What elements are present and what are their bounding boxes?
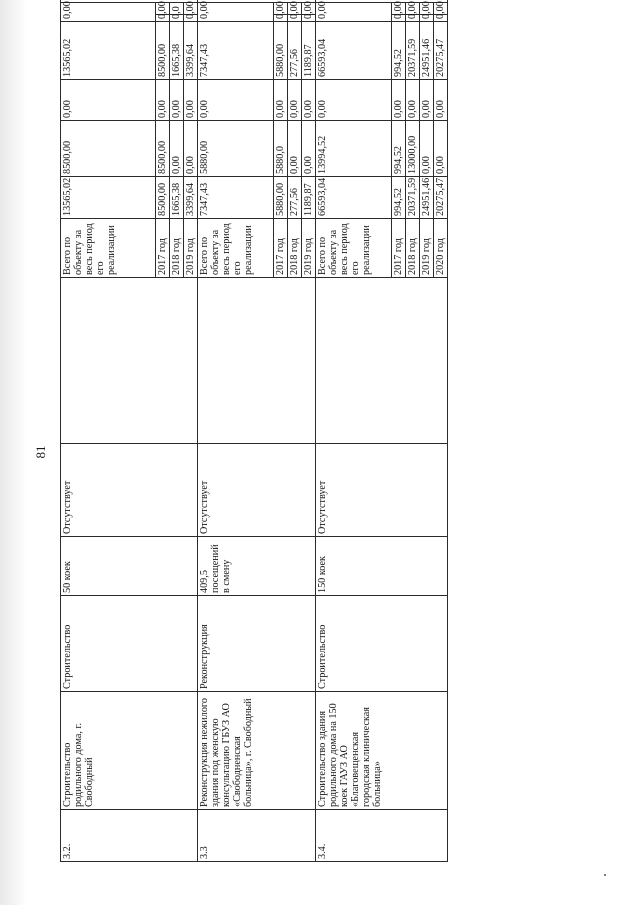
total-value: 0,00 <box>61 2 156 21</box>
year-value: 0,00 <box>170 80 184 121</box>
year-value: 277,56 <box>288 22 302 80</box>
year-label: 2019 год <box>420 219 434 278</box>
year-value: 5880,00 <box>274 22 288 80</box>
total-value: 0,00 <box>198 2 274 21</box>
empty-cell <box>316 278 448 444</box>
year-value: 0,00 <box>406 15 420 22</box>
year-value: 0,00 <box>434 121 448 177</box>
year-value: 0,00 <box>434 15 448 22</box>
year-value: 5880,0 <box>274 121 288 177</box>
year-value: 20275,47 <box>434 22 448 80</box>
year-value: 5880,00 <box>274 177 288 219</box>
row-number: 3.3 <box>198 810 316 862</box>
total-value: 66593,04 <box>316 177 392 219</box>
year-value: 0,00 <box>184 121 198 177</box>
capacity: 150 коек <box>316 537 448 596</box>
object-name: Строительство родильного дома, г. Свободный <box>61 692 198 810</box>
year-value: 0,00 <box>288 121 302 177</box>
year-value: 0,0 <box>170 15 184 22</box>
year-value: 24951,46 <box>420 177 434 219</box>
year-value: 277,56 <box>288 177 302 219</box>
period-label: Всего по объекту за весь период его реализации <box>198 219 274 278</box>
year-value: 0,00 <box>184 80 198 121</box>
row-number: 3.4. <box>316 810 448 862</box>
year-value: 1189,87 <box>302 22 316 80</box>
year-value: 0,00 <box>288 80 302 121</box>
year-value: 0,00 <box>420 15 434 22</box>
year-value: 0,00 <box>392 80 406 121</box>
empty-cell <box>198 278 316 444</box>
empty-cell <box>61 278 198 444</box>
year-value: 994,52 <box>392 22 406 80</box>
year-value: 0,00 <box>184 15 198 22</box>
year-value: 20275,47 <box>434 177 448 219</box>
year-value: 0,00 <box>302 15 316 22</box>
year-value: 1665,38 <box>170 177 184 219</box>
year-value: 994,52 <box>392 177 406 219</box>
year-label: 2018 год <box>288 219 302 278</box>
year-label: 2017 год <box>156 219 170 278</box>
total-value: 8500,00 <box>61 121 156 177</box>
year-value: 8500,00 <box>156 121 170 177</box>
year-label: 2019 год <box>184 219 198 278</box>
year-value: 0,00 <box>156 80 170 121</box>
year-value: 0,00 <box>156 15 170 22</box>
year-value: 1189,87 <box>302 177 316 219</box>
year-value: 0,00 <box>434 80 448 121</box>
year-value: 0,00 <box>170 121 184 177</box>
year-value: 20371,59 <box>406 22 420 80</box>
year-label: 2018 год <box>170 219 184 278</box>
year-value: 994,52 <box>392 121 406 177</box>
total-value: 7347,43 <box>198 177 274 219</box>
total-value: 66593,04 <box>316 22 392 80</box>
scan-speck <box>604 874 606 876</box>
year-value: 1665,38 <box>170 22 184 80</box>
object-name: Реконструкция нежилого здания под женскую консультацию ГБУЗ АО «Свободненская больница», г. Свободный <box>198 692 316 810</box>
scan-edge-shadow <box>0 0 26 905</box>
object-name: Строительство здания родильного дома на 150 коек ГАУЗ АО «Благовещенская городская клиническая больница» <box>316 692 448 810</box>
year-value: 0,00 <box>420 80 434 121</box>
period-label: Всего по объекту за весь период его реализации <box>61 219 156 278</box>
year-label: 2017 год <box>392 219 406 278</box>
total-value: 7347,43 <box>198 22 274 80</box>
capacity: 50 коек <box>61 537 198 596</box>
total-value: 5880,00 <box>198 121 274 177</box>
table-row <box>316 0 392 862</box>
table-row <box>198 0 274 862</box>
year-value: 0,00 <box>274 15 288 22</box>
total-value: 0,00 <box>316 80 392 121</box>
total-value: 13565,02 <box>61 177 156 219</box>
work-type: Реконструкция <box>198 596 316 692</box>
work-type: Строительство <box>316 596 448 692</box>
year-value: 0,00 <box>274 80 288 121</box>
year-value: 3399,64 <box>184 177 198 219</box>
year-value: 8500,00 <box>156 22 170 80</box>
year-value: 0,00 <box>406 80 420 121</box>
table-row <box>61 0 156 862</box>
total-value: 13565,02 <box>61 22 156 80</box>
year-value: 13000,00 <box>406 121 420 177</box>
year-value: 20371,59 <box>406 177 420 219</box>
year-value: 8500,00 <box>156 177 170 219</box>
year-value: 3399,64 <box>184 22 198 80</box>
capacity: 409,5 посещений в смену <box>198 537 316 596</box>
year-label: 2018 год <box>406 219 420 278</box>
total-value: 13994,52 <box>316 121 392 177</box>
year-value: 0,00 <box>288 15 302 22</box>
year-label: 2019 год <box>302 219 316 278</box>
status: Отсутствует <box>61 444 198 537</box>
work-type: Строительство <box>61 596 198 692</box>
total-value: 0,00 <box>198 80 274 121</box>
total-value: 0,00 <box>61 80 156 121</box>
year-value: 0,00 <box>420 121 434 177</box>
page-number: 81 <box>33 445 48 459</box>
year-value: 0,00 <box>302 80 316 121</box>
year-label: 2017 год <box>274 219 288 278</box>
total-value: 0,00 <box>316 2 392 21</box>
period-label: Всего по объекту за весь период его реализации <box>316 219 392 278</box>
year-value: 24951,46 <box>420 22 434 80</box>
status: Отсутствует <box>198 444 316 537</box>
rotated-table-sheet <box>60 1 447 862</box>
year-value: 0,00 <box>392 15 406 22</box>
row-number: 3.2. <box>61 810 198 862</box>
year-value: 0,00 <box>302 121 316 177</box>
year-label: 2020 год <box>434 219 448 278</box>
status: Отсутствует <box>316 444 448 537</box>
objects-table <box>60 0 448 862</box>
